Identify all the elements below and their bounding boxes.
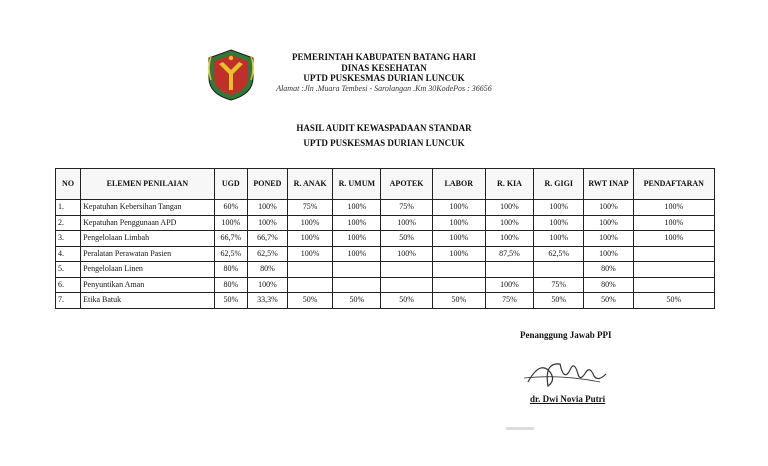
column-header: R. UMUM xyxy=(333,169,381,200)
element-name-cell: Pengelolaan Linen xyxy=(81,262,215,278)
row-number-cell: 2. xyxy=(56,215,81,231)
score-cell: 100% xyxy=(432,200,485,216)
score-cell: 75% xyxy=(288,200,333,216)
score-cell: 50% xyxy=(381,231,432,247)
score-cell xyxy=(432,262,485,278)
column-header: R. GIGI xyxy=(534,169,584,200)
score-cell: 100% xyxy=(534,200,584,216)
score-cell: 100% xyxy=(633,200,714,216)
score-cell: 100% xyxy=(485,231,533,247)
score-cell: 100% xyxy=(288,215,333,231)
score-cell: 80% xyxy=(584,262,633,278)
address-line: Alamat :Jln .Muara Tembesi - Sarolangan .Km 30KodePos : 36656 xyxy=(276,83,492,93)
score-cell: 100% xyxy=(432,215,485,231)
table-header-row xyxy=(56,169,715,200)
score-cell: 75% xyxy=(485,293,533,309)
score-cell xyxy=(288,277,333,293)
score-cell: 50% xyxy=(633,293,714,309)
score-cell xyxy=(633,246,714,262)
government-name: PEMERINTAH KABUPATEN BATANG HARI xyxy=(292,52,476,62)
table-body xyxy=(56,200,715,309)
score-cell: 87,5% xyxy=(485,246,533,262)
column-header: RWT INAP xyxy=(584,169,633,200)
score-cell: 100% xyxy=(381,215,432,231)
column-header: ELEMEN PENILAIAN xyxy=(81,169,215,200)
score-cell: 66,7% xyxy=(214,231,247,247)
score-cell: 100% xyxy=(534,215,584,231)
table-row xyxy=(56,293,715,309)
score-cell xyxy=(432,277,485,293)
score-cell: 62,5% xyxy=(214,246,247,262)
row-number-cell: 4. xyxy=(56,246,81,262)
score-cell xyxy=(633,277,714,293)
score-cell xyxy=(333,277,381,293)
column-header: R. KIA xyxy=(485,169,533,200)
score-cell: 100% xyxy=(584,246,633,262)
handwritten-signature xyxy=(520,352,610,392)
row-number-cell: 1. xyxy=(56,200,81,216)
score-cell: 50% xyxy=(214,293,247,309)
audit-results-table xyxy=(55,168,715,309)
score-cell: 80% xyxy=(214,277,247,293)
element-name-cell: Kepatuhan Kebersihan Tangan xyxy=(81,200,215,216)
score-cell: 50% xyxy=(584,293,633,309)
score-cell: 100% xyxy=(333,246,381,262)
column-header: PONED xyxy=(247,169,287,200)
row-number-cell: 6. xyxy=(56,277,81,293)
table-row xyxy=(56,215,715,231)
document-title: HASIL AUDIT KEWASPADAAN STANDAR xyxy=(296,123,472,133)
score-cell: 50% xyxy=(381,293,432,309)
score-cell: 100% xyxy=(247,200,287,216)
kabupaten-emblem-icon xyxy=(205,48,257,102)
score-cell: 62,5% xyxy=(247,246,287,262)
score-cell: 100% xyxy=(485,277,533,293)
score-cell: 66,7% xyxy=(247,231,287,247)
score-cell: 100% xyxy=(247,277,287,293)
score-cell xyxy=(381,277,432,293)
score-cell: 100% xyxy=(633,215,714,231)
score-cell xyxy=(485,262,533,278)
score-cell: 50% xyxy=(288,293,333,309)
score-cell: 100% xyxy=(381,246,432,262)
score-cell: 75% xyxy=(534,277,584,293)
score-cell: 50% xyxy=(534,293,584,309)
letterhead xyxy=(258,52,510,94)
document-subtitle: UPTD PUSKESMAS DURIAN LUNCUK xyxy=(303,138,465,148)
score-cell: 100% xyxy=(633,231,714,247)
score-cell: 80% xyxy=(247,262,287,278)
score-cell: 80% xyxy=(214,262,247,278)
score-cell: 100% xyxy=(584,200,633,216)
row-number-cell: 5. xyxy=(56,262,81,278)
faint-mark xyxy=(506,427,534,430)
score-cell: 100% xyxy=(432,246,485,262)
score-cell xyxy=(633,262,714,278)
facility-name: UPTD PUSKESMAS DURIAN LUNCUK xyxy=(303,73,465,83)
score-cell: 100% xyxy=(333,200,381,216)
element-name-cell: Peralatan Perawatan Pasien xyxy=(81,246,215,262)
table-row xyxy=(56,200,715,216)
score-cell: 100% xyxy=(584,215,633,231)
column-header: UGD xyxy=(214,169,247,200)
score-cell xyxy=(534,262,584,278)
responsible-title: Penanggung Jawab PPI xyxy=(520,330,612,340)
score-cell: 100% xyxy=(534,231,584,247)
score-cell: 50% xyxy=(432,293,485,309)
column-header: PENDAFTARAN xyxy=(633,169,714,200)
element-name-cell: Etika Batuk xyxy=(81,293,215,309)
score-cell xyxy=(288,262,333,278)
score-cell: 100% xyxy=(333,231,381,247)
score-cell: 50% xyxy=(333,293,381,309)
score-cell: 80% xyxy=(584,277,633,293)
row-number-cell: 3. xyxy=(56,231,81,247)
score-cell xyxy=(333,262,381,278)
table-row xyxy=(56,277,715,293)
score-cell: 33,3% xyxy=(247,293,287,309)
score-cell: 100% xyxy=(432,231,485,247)
table-row xyxy=(56,231,715,247)
column-header: NO xyxy=(56,169,81,200)
score-cell: 60% xyxy=(214,200,247,216)
score-cell: 100% xyxy=(485,215,533,231)
score-cell: 100% xyxy=(485,200,533,216)
score-cell: 75% xyxy=(381,200,432,216)
column-header: R. ANAK xyxy=(288,169,333,200)
row-number-cell: 7. xyxy=(56,293,81,309)
score-cell: 100% xyxy=(333,215,381,231)
column-header: LABOR xyxy=(432,169,485,200)
table-row xyxy=(56,246,715,262)
element-name-cell: Kepatuhan Penggunaan APD xyxy=(81,215,215,231)
element-name-cell: Penyuntikan Aman xyxy=(81,277,215,293)
table-row xyxy=(56,262,715,278)
score-cell xyxy=(381,262,432,278)
score-cell: 100% xyxy=(214,215,247,231)
score-cell: 62,5% xyxy=(534,246,584,262)
score-cell: 100% xyxy=(247,215,287,231)
signatory-name: dr. Dwi Novia Putri xyxy=(530,394,606,404)
column-header: APOTEK xyxy=(381,169,432,200)
score-cell: 100% xyxy=(584,231,633,247)
score-cell: 100% xyxy=(288,246,333,262)
department-name: DINAS KESEHATAN xyxy=(341,62,427,73)
score-cell: 100% xyxy=(288,231,333,247)
element-name-cell: Pengelolaan Limbah xyxy=(81,231,215,247)
